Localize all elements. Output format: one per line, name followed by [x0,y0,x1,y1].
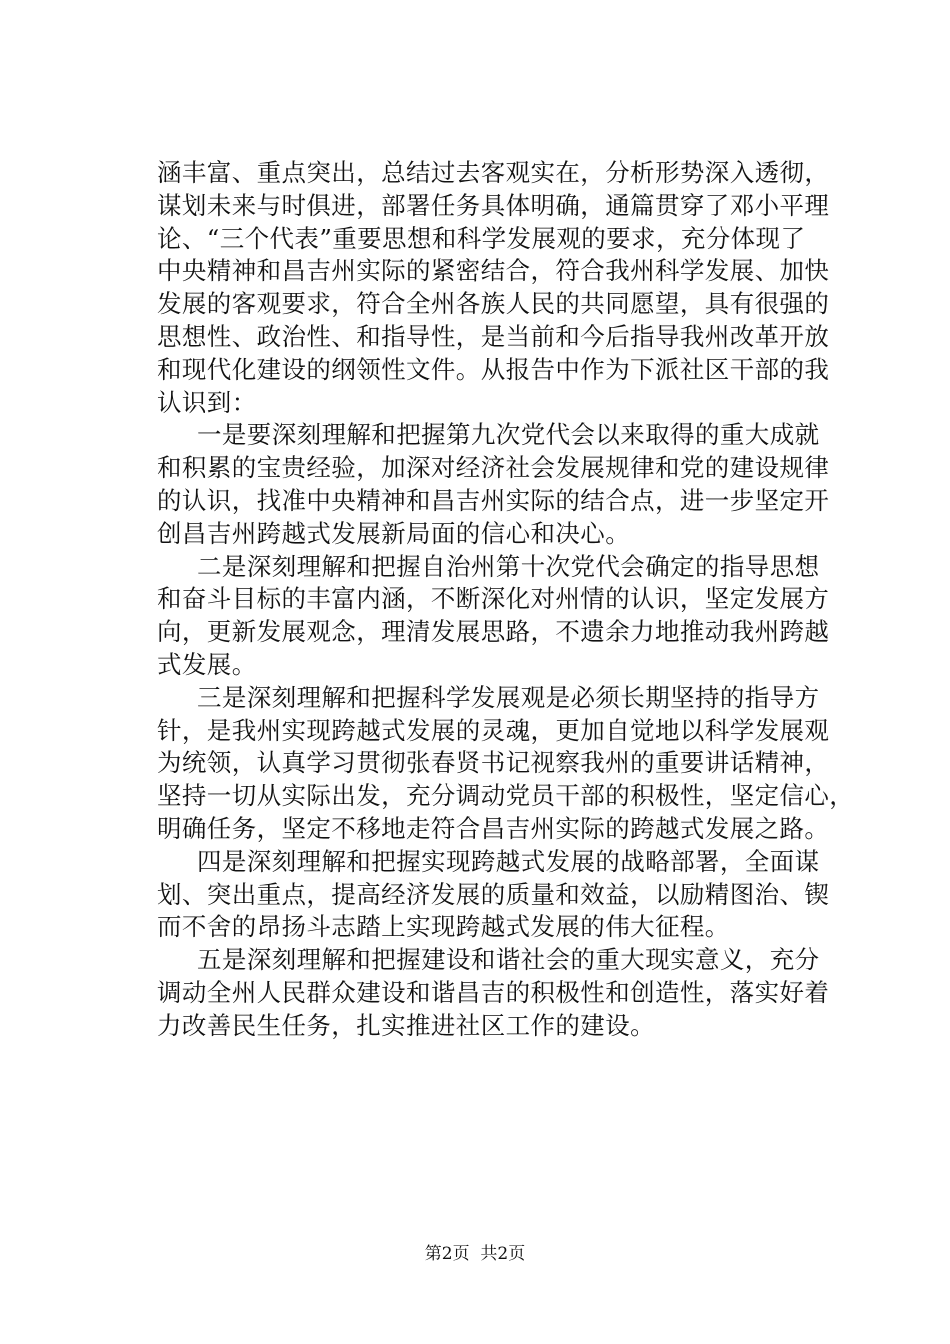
text-line: 而不舍的昂扬斗志踏上实现跨越式发展的伟大征程。 [157,912,730,942]
document-body [157,157,855,1043]
text-line: 和奋斗目标的丰富内涵，不断深化对州情的认识，坚定发展方 [157,584,830,614]
text-line: 式发展。 [157,649,257,679]
paragraph-first-line: 三是深刻理解和把握科学发展观是必须长期坚持的指导方 [197,682,820,712]
text-line: 针，是我州实现跨越式发展的灵魂，更加自觉地以科学发展观 [157,715,830,745]
text-line: 的认识，找准中央精神和昌吉州实际的结合点，进一步坚定开 [157,485,830,515]
paragraph-first-line: 五是深刻理解和把握建设和谐社会的重大现实意义，充分 [197,945,820,975]
text-line: 谋划未来与时俱进，部署任务具体明确，通篇贯穿了邓小平理 [157,190,830,220]
text-line: 涵丰富、重点突出，总结过去客观实在，分析形势深入透彻， [157,158,830,187]
text-line: 和积累的宝贵经验，加深对经济社会发展规律和党的建设规律 [157,453,830,483]
text-line: 发展的客观要求，符合全州各族人民的共同愿望，具有很强的 [157,289,830,319]
text-line: 力改善民生任务，扎实推进社区工作的建设。 [157,1010,655,1040]
text-line: 明确任务，坚定不移地走符合昌吉州实际的跨越式发展之路。 [157,813,830,843]
text-line: 论、“三个代表”重要思想和科学发展观的要求，充分体现了 [157,223,806,253]
page-footer: 第2页 共2页 [424,1244,526,1264]
text-line: 为统领，认真学习贯彻张春贤书记视察我州的重要讲话精神， [157,748,830,778]
text-line: 认识到： [157,387,257,417]
text-line: 调动全州人民群众建设和谐昌吉的积极性和创造性，落实好着 [157,977,830,1007]
text-line: 向，更新发展观念，理清发展思路，不遗余力地推动我州跨越 [157,617,830,647]
paragraph-first-line: 四是深刻理解和把握实现跨越式发展的战略部署，全面谋 [197,846,820,876]
text-line: 思想性、政治性、和指导性，是当前和今后指导我州改革开放 [157,321,830,351]
text-line: 和现代化建设的纲领性文件。从报告中作为下派社区干部的我 [157,354,830,384]
text-line: 划、突出重点，提高经济发展的质量和效益，以励精图治、锲 [157,879,830,909]
text-line: 创昌吉州跨越式发展新局面的信心和决心。 [157,518,631,548]
paragraph-first-line: 一是要深刻理解和把握第九次党代会以来取得的重大成就 [197,420,820,450]
text-line: 坚持一切从实际出发，充分调动党员干部的积极性，坚定信心， [157,781,855,811]
paragraph-first-line: 二是深刻理解和把握自治州第十次党代会确定的指导思想 [197,551,820,581]
text-line: 中央精神和昌吉州实际的紧密结合，符合我州科学发展、加快 [157,256,830,286]
